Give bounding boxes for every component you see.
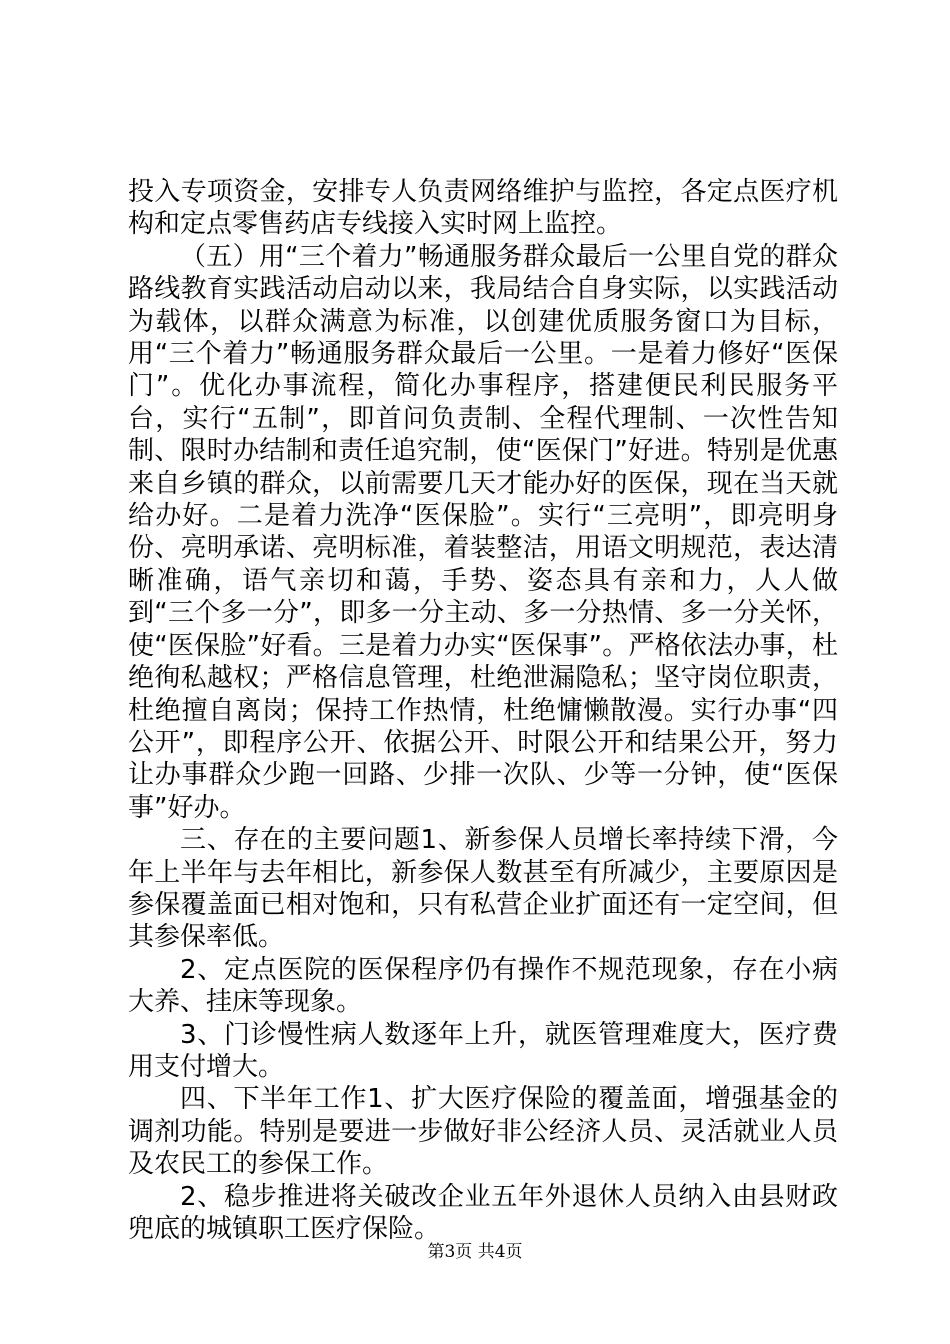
paragraph-hospital-procedures: 2、定点医院的医保程序仍有操作不规范现象，存在小病大养、挂床等现象。 [128, 954, 838, 1018]
document-body [128, 176, 838, 1245]
paragraph-main-problems: 三、存在的主要问题1、新参保人员增长率持续下滑，今年上半年与去年相比，新参保人数甚至有所减少，主要原因是参保覆盖面已相对饱和，只有私营企业扩面还有一定空间，但其参保率低。 [128, 825, 838, 953]
paragraph-network-monitoring: 投入专项资金，安排专人负责网络维护与监控，各定点医疗机构和定点零售药店专线接入实时网上监控。 [128, 177, 838, 240]
paragraph-second-half-work: 四、下半年工作1、扩大医疗保险的覆盖面，增强基金的调剂功能。特别是要进一步做好非公经济人员、灵活就业人员及农民工的参保工作。 [128, 1084, 838, 1180]
page-number-footer: 第3页 共4页 [427, 1242, 523, 1262]
paragraph-retirees-insurance: 2、稳步推进将关破改企业五年外退休人员纳入由县财政兜底的城镇职工医疗保险。 [128, 1181, 838, 1244]
paragraph-three-efforts: （五）用“三个着力”畅通服务群众最后一公里自党的群众路线教育实践活动启动以来，我局结合自身实际，以实践活动为载体，以群众满意为标准，以创建优质服务窗口为目标，用“三个着力”畅通服务群众最后一公里。一是着力修好“医保门”。优化办事流程，简化办事程序，搭建便民利民服务平台，实行“五制”，即首问负责制、全程代理制、一次性告知制、限时办结制和责任追究制，使“医保门”好进。特别是优惠来自乡镇的群众，以前需要几天才能办好的医保，现在当天就给办好。二是着力洗净“医保脸”。实行“三亮明”，即亮明身份、亮明承诺、亮明标准，着装整洁，用语文明规范，表达清晰准确，语气亲切和蔼，手势、姿态具有亲和力，人人做到“三个多一分”，即多一分主动、多一分热情、多一分关怀，使“医保脸”好看。三是着力办实“医保事”。严格依法办事，杜绝徇私越权；严格信息管理，杜绝泄漏隐私；坚守岗位职责，杜绝擅自离岗；保持工作热情，杜绝慵懒散漫。实行办事“四公开”，即程序公开、依据公开、时限公开和结果公开，努力让办事群众少跑一回路、少排一次队、少等一分钟，使“医保事”好办。 [128, 241, 838, 823]
paragraph-chronic-disease: 3、门诊慢性病人数逐年上升，就医管理难度大，医疗费用支付增大。 [128, 1019, 838, 1082]
